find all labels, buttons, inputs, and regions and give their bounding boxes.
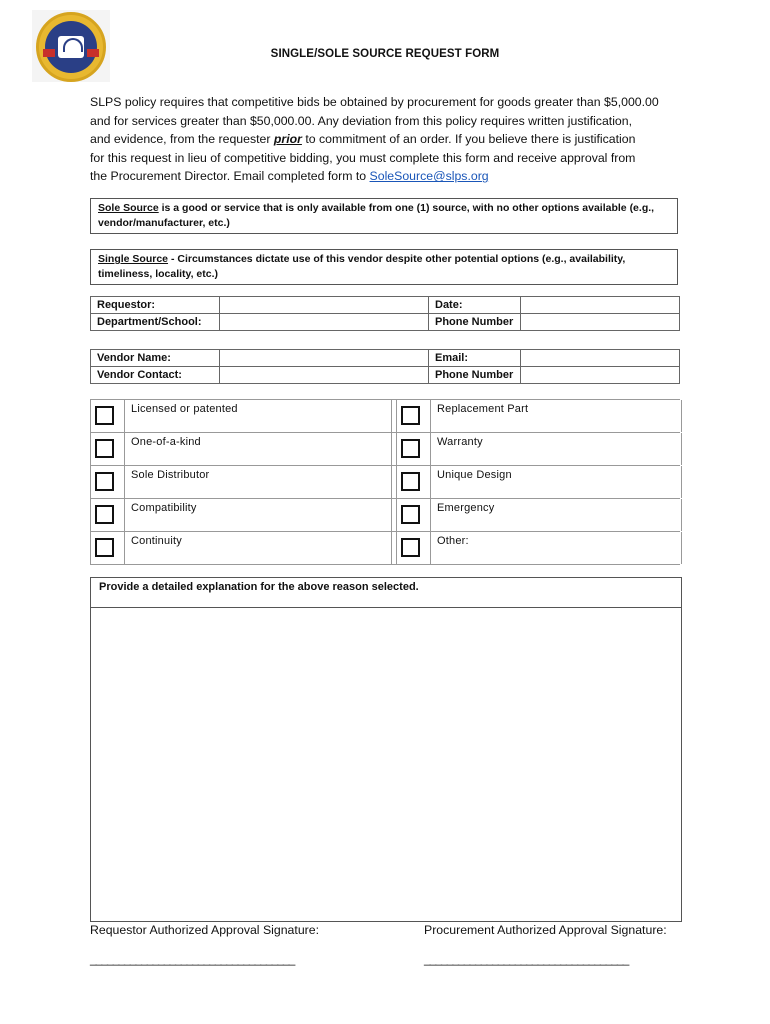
unique-design-checkbox[interactable] <box>401 472 420 491</box>
reason-label: Unique Design <box>437 469 512 481</box>
vendor-email-label: Email: <box>429 350 521 367</box>
sole-distributor-checkbox[interactable] <box>95 472 114 491</box>
phone-field[interactable] <box>521 314 680 331</box>
department-field[interactable] <box>220 314 429 331</box>
requestor-table <box>90 296 680 331</box>
vendor-phone-field[interactable] <box>521 367 680 384</box>
single-source-definition: Single Source - Circumstances dictate use of this vendor despite other potential options (e.g., availability, timeliness, locality, etc.) <box>90 249 678 285</box>
one-of-a-kind-checkbox[interactable] <box>95 439 114 458</box>
date-field[interactable] <box>521 297 680 314</box>
requestor-label: Requestor: <box>91 297 220 314</box>
emergency-checkbox[interactable] <box>401 505 420 524</box>
procurement-signature-label: Procurement Authorized Approval Signature: <box>424 923 667 937</box>
procurement-signature-line[interactable]: ____________________________________ <box>424 952 629 966</box>
department-label: Department/School: <box>91 314 220 331</box>
phone-label: Phone Number <box>429 314 521 331</box>
sole-source-definition: Sole Source is a good or service that is only available from one (1) source, with no other options available (e.g., vendor/manufacturer, etc.) <box>90 198 678 234</box>
explanation-textarea[interactable] <box>91 608 681 921</box>
reason-label: Emergency <box>437 502 495 514</box>
logo-container <box>32 10 110 82</box>
date-label: Date: <box>429 297 521 314</box>
reason-label: Licensed or patented <box>131 403 238 415</box>
explanation-heading: Provide a detailed explanation for the above reason selected. <box>91 578 681 608</box>
warranty-checkbox[interactable] <box>401 439 420 458</box>
continuity-checkbox[interactable] <box>95 538 114 557</box>
reason-label: Replacement Part <box>437 403 529 415</box>
reason-label: Other: <box>437 535 469 547</box>
requestor-signature-line[interactable]: ____________________________________ <box>90 952 295 966</box>
reason-label: Compatibility <box>131 502 197 514</box>
replacement-part-checkbox[interactable] <box>401 406 420 425</box>
compatibility-checkbox[interactable] <box>95 505 114 524</box>
explanation-box <box>90 577 682 922</box>
form-title: SINGLE/SOLE SOURCE REQUEST FORM <box>270 48 500 60</box>
other-checkbox[interactable] <box>401 538 420 557</box>
slps-logo <box>36 12 106 82</box>
vendor-name-field[interactable] <box>220 350 429 367</box>
vendor-table <box>90 349 680 384</box>
reason-label: Continuity <box>131 535 182 547</box>
vendor-email-field[interactable] <box>521 350 680 367</box>
reason-checklist <box>90 399 680 559</box>
vendor-phone-label: Phone Number <box>429 367 521 384</box>
solesource-email-link[interactable]: SoleSource@slps.org <box>369 169 489 184</box>
policy-intro: SLPS policy requires that competitive bids be obtained by procurement for goods greater than $5,000.00 and for services greater than $50,000.00. Any deviation from this policy requires written justification, and evidence, from the requester prior to commitment of an order. If you believe there is justification for this request in lieu of competitive bidding, you must complete this form and receive approval from the Procurement Director. Email completed form to SoleSource@slps.org <box>90 95 659 184</box>
requestor-field[interactable] <box>220 297 429 314</box>
requestor-signature-label: Requestor Authorized Approval Signature: <box>90 923 320 937</box>
reason-label: Sole Distributor <box>131 469 210 481</box>
reason-label: Warranty <box>437 436 483 448</box>
vendor-contact-label: Vendor Contact: <box>91 367 220 384</box>
vendor-name-label: Vendor Name: <box>91 350 220 367</box>
reason-label: One-of-a-kind <box>131 436 201 448</box>
vendor-contact-field[interactable] <box>220 367 429 384</box>
licensed-checkbox[interactable] <box>95 406 114 425</box>
